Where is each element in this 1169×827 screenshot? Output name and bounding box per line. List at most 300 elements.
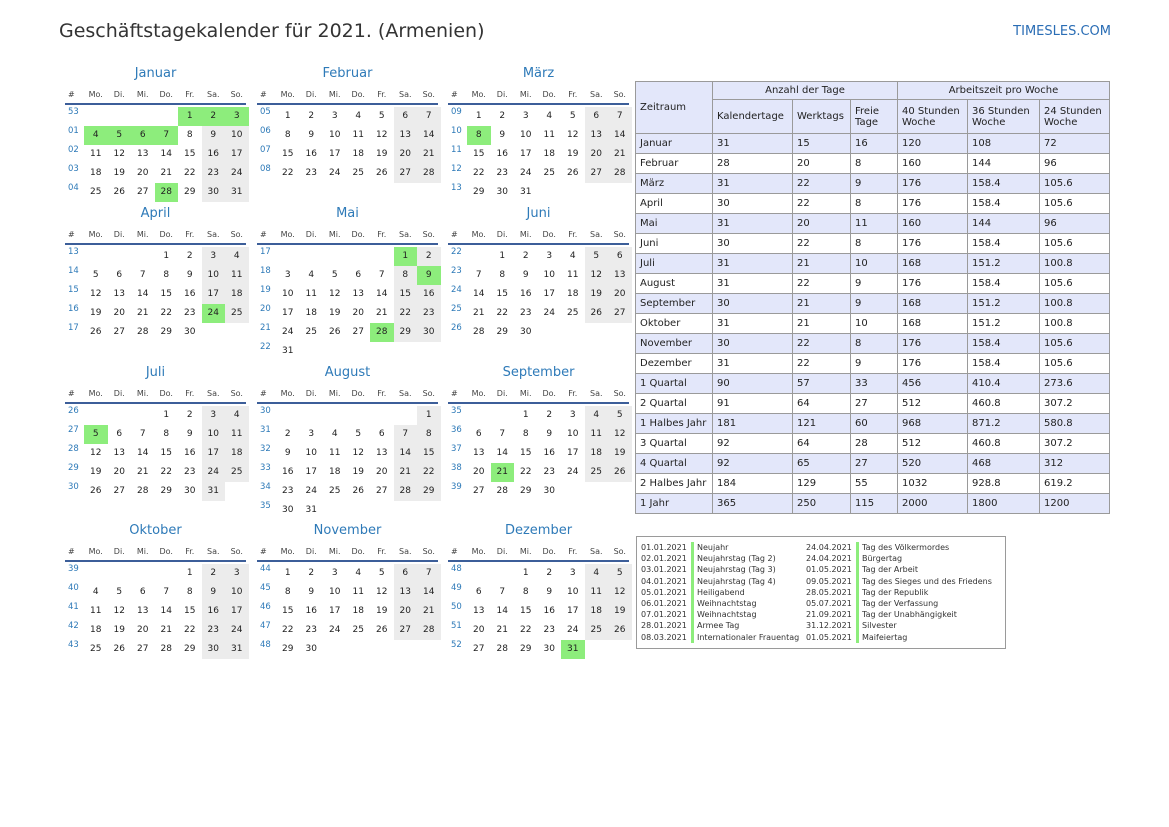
day-cell[interactable]: 9: [186, 429, 193, 439]
day-cell[interactable]: 18: [585, 602, 609, 621]
day-cell[interactable]: 1: [284, 568, 291, 578]
day-cell[interactable]: 3: [284, 270, 291, 280]
day-cell[interactable]: 31: [561, 640, 585, 659]
day-cell[interactable]: 28: [155, 183, 179, 202]
day-cell[interactable]: 25: [352, 168, 364, 178]
day-cell[interactable]: 25: [305, 327, 317, 337]
day-cell[interactable]: 12: [113, 149, 125, 159]
day-cell[interactable]: 1: [163, 410, 170, 420]
day-cell[interactable]: 5: [585, 247, 609, 266]
day-cell[interactable]: 28: [137, 327, 149, 337]
day-cell[interactable]: 15: [160, 289, 172, 299]
day-cell[interactable]: 6: [394, 564, 418, 583]
day-cell[interactable]: 30: [496, 187, 508, 197]
day-cell[interactable]: 14: [496, 606, 508, 616]
day-cell[interactable]: 16: [282, 467, 294, 477]
day-cell[interactable]: 27: [394, 621, 418, 640]
day-cell[interactable]: 12: [376, 130, 388, 140]
day-cell[interactable]: 25: [585, 463, 609, 482]
day-cell[interactable]: 20: [473, 467, 485, 477]
day-cell[interactable]: 1: [394, 247, 418, 266]
day-cell[interactable]: 8: [284, 130, 291, 140]
day-cell[interactable]: 14: [137, 289, 149, 299]
day-cell[interactable]: 17: [567, 448, 579, 458]
day-cell[interactable]: 10: [543, 270, 555, 280]
day-cell[interactable]: 21: [496, 625, 508, 635]
day-cell[interactable]: 7: [499, 429, 506, 439]
day-cell[interactable]: 10: [225, 126, 249, 145]
day-cell[interactable]: 2: [308, 111, 315, 121]
day-cell[interactable]: 24: [329, 168, 341, 178]
day-cell[interactable]: 4: [546, 111, 553, 121]
day-cell[interactable]: 21: [160, 168, 172, 178]
day-cell[interactable]: 23: [184, 467, 196, 477]
day-cell[interactable]: 5: [92, 270, 99, 280]
day-cell[interactable]: 2: [202, 564, 226, 583]
day-cell[interactable]: 25: [225, 304, 249, 323]
day-cell[interactable]: 27: [394, 164, 418, 183]
day-cell[interactable]: 31: [225, 640, 249, 659]
day-cell[interactable]: 2: [308, 568, 315, 578]
day-cell[interactable]: 2: [546, 568, 553, 578]
day-cell[interactable]: 26: [352, 486, 364, 496]
day-cell[interactable]: 19: [113, 625, 125, 635]
day-cell[interactable]: 28: [417, 621, 441, 640]
day-cell[interactable]: 13: [608, 266, 632, 285]
day-cell[interactable]: 21: [394, 463, 418, 482]
day-cell[interactable]: 23: [543, 467, 555, 477]
day-cell[interactable]: 25: [90, 644, 102, 654]
day-cell[interactable]: 13: [394, 126, 418, 145]
day-cell[interactable]: 20: [585, 145, 609, 164]
day-cell[interactable]: 2: [546, 410, 553, 420]
day-cell[interactable]: 9: [417, 266, 441, 285]
day-cell[interactable]: 17: [520, 149, 532, 159]
day-cell[interactable]: 18: [567, 289, 579, 299]
day-cell[interactable]: 23: [305, 625, 317, 635]
day-cell[interactable]: 8: [394, 266, 418, 285]
day-cell[interactable]: 15: [473, 149, 485, 159]
day-cell[interactable]: 24: [202, 304, 226, 323]
day-cell[interactable]: 2: [522, 251, 529, 261]
day-cell[interactable]: 29: [160, 486, 172, 496]
day-cell[interactable]: 19: [608, 602, 632, 621]
day-cell[interactable]: 22: [520, 625, 532, 635]
day-cell[interactable]: 27: [608, 304, 632, 323]
day-cell[interactable]: 20: [473, 625, 485, 635]
day-cell[interactable]: 6: [131, 126, 155, 145]
day-cell[interactable]: 3: [546, 251, 553, 261]
day-cell[interactable]: 1: [522, 410, 529, 420]
day-cell[interactable]: 15: [520, 606, 532, 616]
day-cell[interactable]: 17: [543, 289, 555, 299]
day-cell[interactable]: 15: [184, 149, 196, 159]
site-link[interactable]: TIMESLES.COM: [1013, 24, 1111, 39]
day-cell[interactable]: 9: [202, 126, 226, 145]
day-cell[interactable]: 5: [108, 126, 132, 145]
day-cell[interactable]: 21: [608, 145, 632, 164]
day-cell[interactable]: 1: [417, 406, 441, 425]
day-cell[interactable]: 26: [567, 168, 579, 178]
day-cell[interactable]: 30: [282, 505, 294, 515]
day-cell[interactable]: 1: [284, 111, 291, 121]
day-cell[interactable]: 10: [202, 425, 226, 444]
day-cell[interactable]: 17: [329, 149, 341, 159]
day-cell[interactable]: 6: [139, 587, 146, 597]
day-cell[interactable]: 26: [608, 463, 632, 482]
day-cell[interactable]: 19: [376, 606, 388, 616]
day-cell[interactable]: 13: [376, 448, 388, 458]
day-cell[interactable]: 7: [378, 270, 385, 280]
day-cell[interactable]: 21: [376, 308, 388, 318]
day-cell[interactable]: 21: [417, 145, 441, 164]
day-cell[interactable]: 9: [308, 130, 315, 140]
day-cell[interactable]: 3: [202, 247, 226, 266]
day-cell[interactable]: 21: [137, 308, 149, 318]
day-cell[interactable]: 10: [282, 289, 294, 299]
day-cell[interactable]: 29: [520, 486, 532, 496]
day-cell[interactable]: 13: [352, 289, 364, 299]
day-cell[interactable]: 28: [394, 482, 418, 501]
day-cell[interactable]: 5: [331, 270, 338, 280]
day-cell[interactable]: 29: [417, 482, 441, 501]
day-cell[interactable]: 13: [473, 448, 485, 458]
day-cell[interactable]: 25: [543, 168, 555, 178]
day-cell[interactable]: 29: [394, 323, 418, 342]
day-cell[interactable]: 2: [202, 107, 226, 126]
day-cell[interactable]: 8: [522, 587, 529, 597]
day-cell[interactable]: 15: [394, 285, 418, 304]
day-cell[interactable]: 8: [417, 425, 441, 444]
day-cell[interactable]: 26: [585, 304, 609, 323]
day-cell[interactable]: 9: [186, 270, 193, 280]
day-cell[interactable]: 16: [202, 602, 226, 621]
day-cell[interactable]: 12: [585, 266, 609, 285]
day-cell[interactable]: 11: [225, 425, 249, 444]
day-cell[interactable]: 15: [184, 606, 196, 616]
day-cell[interactable]: 30: [184, 486, 196, 496]
day-cell[interactable]: 20: [394, 602, 418, 621]
day-cell[interactable]: 27: [352, 327, 364, 337]
day-cell[interactable]: 28: [496, 486, 508, 496]
day-cell[interactable]: 7: [394, 425, 418, 444]
day-cell[interactable]: 18: [585, 444, 609, 463]
day-cell[interactable]: 23: [202, 164, 226, 183]
day-cell[interactable]: 8: [186, 130, 193, 140]
day-cell[interactable]: 3: [225, 107, 249, 126]
day-cell[interactable]: 9: [522, 270, 529, 280]
day-cell[interactable]: 19: [113, 168, 125, 178]
day-cell[interactable]: 1: [178, 107, 202, 126]
day-cell[interactable]: 29: [184, 187, 196, 197]
day-cell[interactable]: 1: [163, 251, 170, 261]
day-cell[interactable]: 22: [282, 625, 294, 635]
day-cell[interactable]: 30: [202, 183, 226, 202]
day-cell[interactable]: 14: [137, 448, 149, 458]
day-cell[interactable]: 10: [567, 587, 579, 597]
day-cell[interactable]: 18: [90, 625, 102, 635]
day-cell[interactable]: 29: [473, 187, 485, 197]
day-cell[interactable]: 24: [202, 463, 226, 482]
day-cell[interactable]: 26: [376, 625, 388, 635]
day-cell[interactable]: 26: [329, 327, 341, 337]
day-cell[interactable]: 27: [473, 644, 485, 654]
day-cell[interactable]: 13: [473, 606, 485, 616]
day-cell[interactable]: 1: [522, 568, 529, 578]
day-cell[interactable]: 6: [116, 429, 123, 439]
day-cell[interactable]: 28: [160, 644, 172, 654]
day-cell[interactable]: 11: [585, 425, 609, 444]
day-cell[interactable]: 20: [113, 467, 125, 477]
day-cell[interactable]: 14: [496, 448, 508, 458]
day-cell[interactable]: 4: [569, 251, 576, 261]
day-cell[interactable]: 18: [225, 285, 249, 304]
day-cell[interactable]: 16: [543, 606, 555, 616]
day-cell[interactable]: 30: [184, 327, 196, 337]
day-cell[interactable]: 12: [329, 289, 341, 299]
day-cell[interactable]: 23: [282, 486, 294, 496]
day-cell[interactable]: 4: [225, 247, 249, 266]
day-cell[interactable]: 21: [473, 308, 485, 318]
day-cell[interactable]: 29: [184, 644, 196, 654]
day-cell[interactable]: 3: [308, 429, 315, 439]
day-cell[interactable]: 29: [520, 644, 532, 654]
day-cell[interactable]: 20: [376, 467, 388, 477]
day-cell[interactable]: 11: [352, 130, 364, 140]
day-cell[interactable]: 19: [352, 467, 364, 477]
day-cell[interactable]: 12: [608, 583, 632, 602]
day-cell[interactable]: 7: [139, 429, 146, 439]
day-cell[interactable]: 25: [90, 187, 102, 197]
day-cell[interactable]: 3: [202, 406, 226, 425]
day-cell[interactable]: 8: [284, 587, 291, 597]
day-cell[interactable]: 1: [186, 568, 193, 578]
day-cell[interactable]: 6: [116, 270, 123, 280]
day-cell[interactable]: 22: [184, 625, 196, 635]
day-cell[interactable]: 23: [543, 625, 555, 635]
day-cell[interactable]: 13: [585, 126, 609, 145]
day-cell[interactable]: 22: [160, 308, 172, 318]
day-cell[interactable]: 11: [329, 448, 341, 458]
day-cell[interactable]: 23: [417, 304, 441, 323]
day-cell[interactable]: 29: [282, 644, 294, 654]
day-cell[interactable]: 19: [329, 308, 341, 318]
day-cell[interactable]: 27: [113, 486, 125, 496]
day-cell[interactable]: 18: [90, 168, 102, 178]
day-cell[interactable]: 24: [225, 621, 249, 640]
day-cell[interactable]: 4: [585, 406, 609, 425]
day-cell[interactable]: 16: [305, 606, 317, 616]
day-cell[interactable]: 26: [376, 168, 388, 178]
day-cell[interactable]: 25: [585, 621, 609, 640]
day-cell[interactable]: 23: [184, 308, 196, 318]
day-cell[interactable]: 16: [202, 145, 226, 164]
day-cell[interactable]: 15: [417, 444, 441, 463]
day-cell[interactable]: 26: [90, 486, 102, 496]
day-cell[interactable]: 10: [202, 266, 226, 285]
day-cell[interactable]: 18: [352, 606, 364, 616]
day-cell[interactable]: 5: [608, 406, 632, 425]
day-cell[interactable]: 30: [202, 640, 226, 659]
day-cell[interactable]: 14: [160, 606, 172, 616]
day-cell[interactable]: 28: [496, 644, 508, 654]
day-cell[interactable]: 16: [520, 289, 532, 299]
day-cell[interactable]: 22: [496, 308, 508, 318]
day-cell[interactable]: 7: [163, 587, 170, 597]
day-cell[interactable]: 19: [90, 467, 102, 477]
day-cell[interactable]: 27: [137, 644, 149, 654]
day-cell[interactable]: 19: [376, 149, 388, 159]
day-cell[interactable]: 16: [543, 448, 555, 458]
day-cell[interactable]: 4: [331, 429, 338, 439]
day-cell[interactable]: 16: [305, 149, 317, 159]
day-cell[interactable]: 19: [90, 308, 102, 318]
day-cell[interactable]: 6: [378, 429, 385, 439]
day-cell[interactable]: 11: [585, 583, 609, 602]
day-cell[interactable]: 12: [376, 587, 388, 597]
day-cell[interactable]: 28: [608, 164, 632, 183]
day-cell[interactable]: 8: [163, 429, 170, 439]
day-cell[interactable]: 10: [305, 448, 317, 458]
day-cell[interactable]: 12: [90, 448, 102, 458]
day-cell[interactable]: 11: [90, 149, 102, 159]
day-cell[interactable]: 22: [184, 168, 196, 178]
day-cell[interactable]: 14: [608, 126, 632, 145]
day-cell[interactable]: 30: [417, 323, 441, 342]
day-cell[interactable]: 16: [184, 289, 196, 299]
day-cell[interactable]: 5: [355, 429, 362, 439]
day-cell[interactable]: 26: [90, 327, 102, 337]
day-cell[interactable]: 4: [308, 270, 315, 280]
day-cell[interactable]: 30: [520, 327, 532, 337]
day-cell[interactable]: 3: [225, 564, 249, 583]
day-cell[interactable]: 26: [113, 187, 125, 197]
day-cell[interactable]: 31: [520, 187, 532, 197]
day-cell[interactable]: 20: [137, 168, 149, 178]
day-cell[interactable]: 4: [355, 568, 362, 578]
day-cell[interactable]: 2: [284, 429, 291, 439]
day-cell[interactable]: 21: [417, 602, 441, 621]
day-cell[interactable]: 11: [543, 130, 555, 140]
day-cell[interactable]: 23: [520, 308, 532, 318]
day-cell[interactable]: 2: [499, 111, 506, 121]
day-cell[interactable]: 17: [202, 444, 226, 463]
day-cell[interactable]: 11: [352, 587, 364, 597]
day-cell[interactable]: 11: [305, 289, 317, 299]
day-cell[interactable]: 9: [202, 583, 226, 602]
day-cell[interactable]: 14: [160, 149, 172, 159]
day-cell[interactable]: 17: [305, 467, 317, 477]
day-cell[interactable]: 19: [608, 444, 632, 463]
day-cell[interactable]: 7: [608, 107, 632, 126]
day-cell[interactable]: 21: [137, 467, 149, 477]
day-cell[interactable]: 20: [137, 625, 149, 635]
day-cell[interactable]: 24: [567, 625, 579, 635]
day-cell[interactable]: 7: [139, 270, 146, 280]
day-cell[interactable]: 22: [394, 304, 418, 323]
day-cell[interactable]: 8: [467, 126, 491, 145]
day-cell[interactable]: 10: [520, 130, 532, 140]
day-cell[interactable]: 12: [90, 289, 102, 299]
day-cell[interactable]: 8: [163, 270, 170, 280]
day-cell[interactable]: 28: [473, 327, 485, 337]
day-cell[interactable]: 13: [394, 583, 418, 602]
day-cell[interactable]: 10: [329, 130, 341, 140]
day-cell[interactable]: 6: [475, 429, 482, 439]
day-cell[interactable]: 1: [475, 111, 482, 121]
day-cell[interactable]: 7: [417, 564, 441, 583]
day-cell[interactable]: 16: [496, 149, 508, 159]
day-cell[interactable]: 3: [331, 568, 338, 578]
day-cell[interactable]: 5: [569, 111, 576, 121]
day-cell[interactable]: 17: [225, 602, 249, 621]
day-cell[interactable]: 5: [378, 568, 385, 578]
day-cell[interactable]: 14: [394, 444, 418, 463]
day-cell[interactable]: 12: [113, 606, 125, 616]
day-cell[interactable]: 18: [543, 149, 555, 159]
day-cell[interactable]: 26: [113, 644, 125, 654]
day-cell[interactable]: 24: [225, 164, 249, 183]
day-cell[interactable]: 7: [499, 587, 506, 597]
day-cell[interactable]: 5: [608, 564, 632, 583]
day-cell[interactable]: 27: [585, 164, 609, 183]
day-cell[interactable]: 20: [394, 145, 418, 164]
day-cell[interactable]: 13: [113, 448, 125, 458]
day-cell[interactable]: 23: [305, 168, 317, 178]
day-cell[interactable]: 9: [308, 587, 315, 597]
day-cell[interactable]: 6: [585, 107, 609, 126]
day-cell[interactable]: 7: [155, 126, 179, 145]
day-cell[interactable]: 27: [473, 486, 485, 496]
day-cell[interactable]: 5: [378, 111, 385, 121]
day-cell[interactable]: 2: [186, 251, 193, 261]
day-cell[interactable]: 17: [225, 145, 249, 164]
day-cell[interactable]: 10: [567, 429, 579, 439]
day-cell[interactable]: 20: [113, 308, 125, 318]
day-cell[interactable]: 16: [184, 448, 196, 458]
day-cell[interactable]: 6: [355, 270, 362, 280]
day-cell[interactable]: 5: [116, 587, 123, 597]
day-cell[interactable]: 31: [282, 346, 294, 356]
day-cell[interactable]: 21: [491, 463, 515, 482]
day-cell[interactable]: 13: [113, 289, 125, 299]
day-cell[interactable]: 29: [496, 327, 508, 337]
day-cell[interactable]: 3: [522, 111, 529, 121]
day-cell[interactable]: 22: [160, 467, 172, 477]
day-cell[interactable]: 19: [567, 149, 579, 159]
day-cell[interactable]: 11: [225, 266, 249, 285]
day-cell[interactable]: 20: [608, 285, 632, 304]
day-cell[interactable]: 4: [585, 564, 609, 583]
day-cell[interactable]: 17: [567, 606, 579, 616]
day-cell[interactable]: 31: [225, 183, 249, 202]
day-cell[interactable]: 13: [137, 149, 149, 159]
day-cell[interactable]: 5: [84, 425, 108, 444]
day-cell[interactable]: 8: [186, 587, 193, 597]
day-cell[interactable]: 15: [282, 606, 294, 616]
day-cell[interactable]: 25: [352, 625, 364, 635]
day-cell[interactable]: 10: [225, 583, 249, 602]
day-cell[interactable]: 2: [186, 410, 193, 420]
day-cell[interactable]: 13: [137, 606, 149, 616]
day-cell[interactable]: 10: [329, 587, 341, 597]
day-cell[interactable]: 17: [329, 606, 341, 616]
day-cell[interactable]: 27: [137, 187, 149, 197]
day-cell[interactable]: 4: [92, 587, 99, 597]
day-cell[interactable]: 31: [202, 482, 226, 501]
day-cell[interactable]: 24: [520, 168, 532, 178]
day-cell[interactable]: 30: [305, 644, 317, 654]
